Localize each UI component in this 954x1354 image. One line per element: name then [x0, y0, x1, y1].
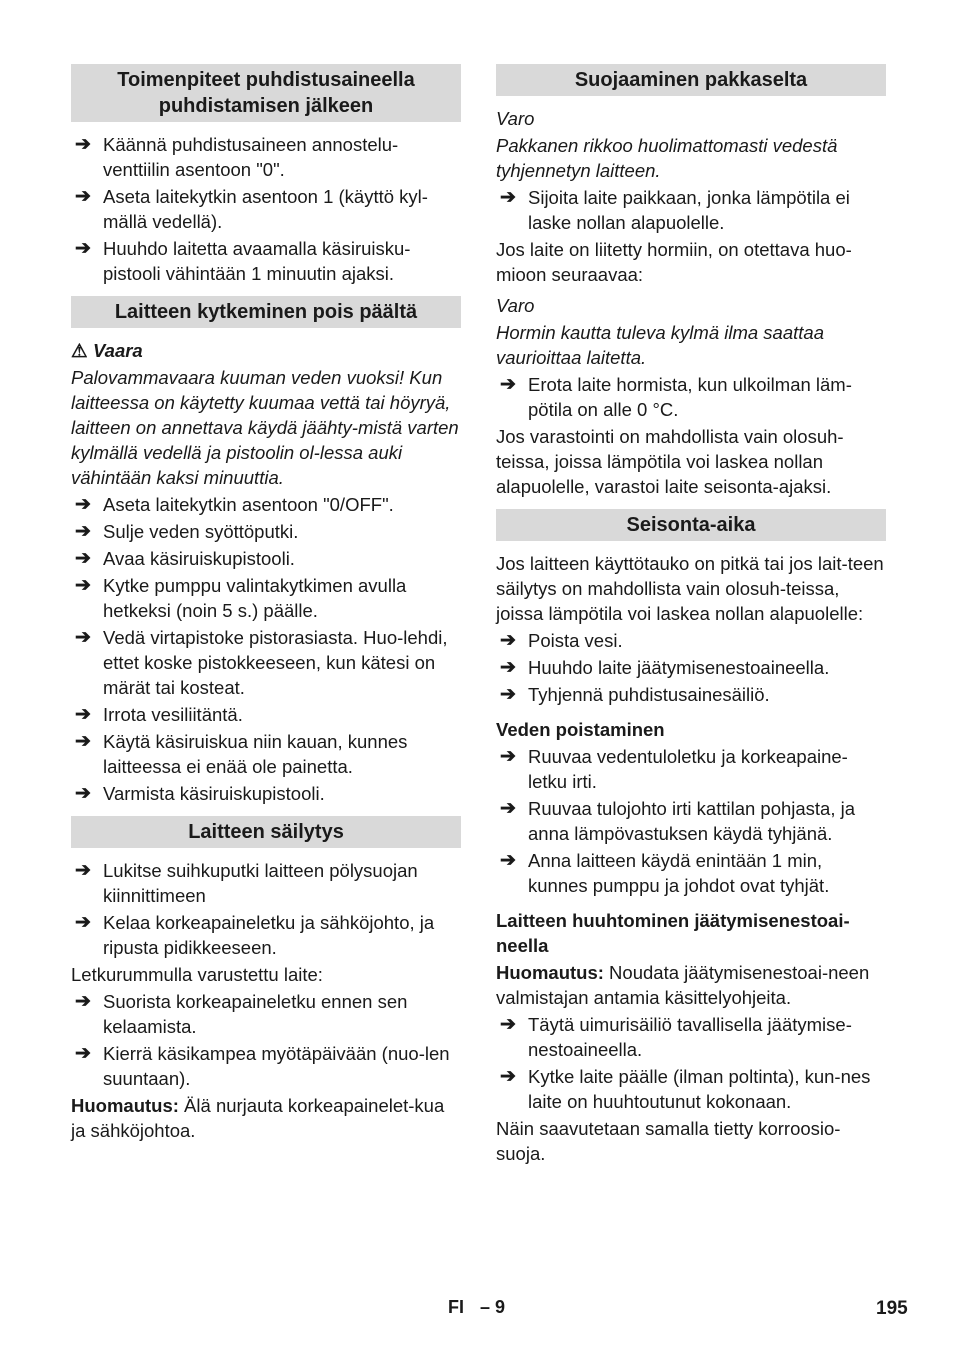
list-item	[71, 910, 461, 960]
list-item	[496, 185, 886, 235]
arrow-right-icon: ➔	[75, 704, 91, 725]
list-item	[71, 1041, 461, 1091]
chimney-intro: Jos laite on liitetty hormiin, on otettava huo-mioon seuraavaa:	[496, 239, 852, 285]
list-item-text: Aseta laitekytkin asentoon "0/OFF".	[103, 494, 394, 515]
note-text: Noudata jäätymisenestoai-neen valmistajan antamia käsittelyohjeita.	[496, 962, 870, 1008]
list-item	[71, 989, 461, 1039]
storage-note	[71, 1093, 461, 1143]
list-item	[71, 184, 461, 234]
antifreeze-note	[496, 960, 886, 1010]
arrow-right-icon: ➔	[500, 1014, 516, 1035]
arrow-right-icon: ➔	[500, 657, 516, 678]
list-item	[496, 744, 886, 794]
list-item	[71, 858, 461, 908]
arrow-right-icon: ➔	[500, 187, 516, 208]
list-item-text: Lukitse suihkuputki laitteen pölysuojan kiinnittimeen	[103, 860, 418, 906]
list-item	[496, 1012, 886, 1062]
list-item	[71, 625, 461, 700]
subheading-antifreeze-flush: Laitteen huuhtominen jäätymisenestoai-neella	[496, 910, 850, 956]
list-item	[71, 132, 461, 182]
list-item	[496, 1064, 886, 1114]
arrow-right-icon: ➔	[75, 1043, 91, 1064]
list-item	[71, 729, 461, 779]
subheading-drain-water: Veden poistaminen	[496, 719, 665, 740]
list-item-text: Sijoita laite paikkaan, jonka lämpötila ei laske nollan alapuolelle.	[528, 187, 850, 233]
arrow-right-icon: ➔	[75, 238, 91, 259]
steps-downtime	[496, 628, 886, 707]
arrow-right-icon: ➔	[75, 134, 91, 155]
note-label: Huomautus:	[71, 1095, 179, 1116]
steps-switch-off	[71, 492, 461, 806]
left-column	[71, 64, 461, 1145]
danger-label-row	[71, 338, 461, 363]
list-item	[71, 546, 461, 571]
arrow-right-icon: ➔	[500, 1066, 516, 1087]
arrow-right-icon: ➔	[75, 521, 91, 542]
caution-label-1: Varo	[496, 108, 535, 129]
list-item	[496, 848, 886, 898]
arrow-right-icon: ➔	[75, 575, 91, 596]
list-item-text: Vedä virtapistoke pistorasiasta. Huo-lehdi, ettet koske pistokkeeseen, kun kätesi on märät tai kosteat.	[103, 627, 448, 698]
section-heading-frost-protection: Suojaaminen pakkaselta	[496, 64, 886, 96]
caution-text-2: Hormin kautta tuleva kylmä ilma saattaa vaurioittaa laitetta.	[496, 322, 824, 368]
list-item-text: Kelaa korkeapaineletku ja sähköjohto, ja ripusta pidikkeeseen.	[103, 912, 435, 958]
arrow-right-icon: ➔	[75, 783, 91, 804]
corrosion-text: Näin saavutetaan samalla tietty korroosio-suoja.	[496, 1118, 841, 1164]
list-item-text: Kierrä käsikampea myötäpäivään (nuo-len suuntaan).	[103, 1043, 450, 1089]
list-item-text: Irrota vesiliitäntä.	[103, 704, 243, 725]
steps-drain-water	[496, 744, 886, 898]
list-item	[71, 781, 461, 806]
steps-after-detergent	[71, 132, 461, 286]
list-item-text: Huuhdo laitetta avaamalla käsiruisku-pistooli vähintään 1 minuutin ajaksi.	[103, 238, 411, 284]
arrow-right-icon: ➔	[75, 548, 91, 569]
list-item	[71, 702, 461, 727]
arrow-right-icon: ➔	[500, 798, 516, 819]
list-item-text: Erota laite hormista, kun ulkoilman läm-pötila on alle 0 °C.	[528, 374, 852, 420]
list-item-text: Käytä käsiruiskua niin kauan, kunnes laitteessa ei enää ole painetta.	[103, 731, 408, 777]
list-item	[71, 519, 461, 544]
note-text: Älä nurjauta korkeapainelet-kua ja sähköjohtoa.	[71, 1095, 445, 1141]
section-heading-switch-off: Laitteen kytkeminen pois päältä	[71, 296, 461, 328]
arrow-right-icon: ➔	[75, 991, 91, 1012]
list-item-text: Kytke pumppu valintakytkimen avulla hetkeksi (noin 5 s.) päälle.	[103, 575, 407, 621]
steps-antifreeze	[496, 1012, 886, 1114]
arrow-right-icon: ➔	[75, 494, 91, 515]
list-item	[496, 655, 886, 680]
list-item-text: Anna laitteen käydä enintään 1 min, kunnes pumppu ja johdot ovat tyhjät.	[528, 850, 830, 896]
arrow-right-icon: ➔	[75, 731, 91, 752]
storage-frost-text: Jos varastointi on mahdollista vain olosuh-teissa, joissa lämpötila voi laskea nollan alapuolelle, varastoi laite seisonta-ajaksi.	[496, 426, 844, 497]
list-item-text: Ruuvaa tulojohto irti kattilan pohjasta, ja anna lämpövastuksen käydä tyhjänä.	[528, 798, 856, 844]
page-number: 195	[876, 1298, 908, 1319]
list-item	[496, 796, 886, 846]
list-item-text: Poista vesi.	[528, 630, 623, 651]
list-item-text: Tyhjennä puhdistusainesäiliö.	[528, 684, 770, 705]
list-item-text: Suorista korkeapaineletku ennen sen kelaamista.	[103, 991, 408, 1037]
list-item-text: Käännä puhdistusaineen annostelu-venttiilin asentoon "0".	[103, 134, 399, 180]
warning-triangle-icon: ⚠	[71, 340, 88, 361]
list-item-text: Täytä uimurisäiliö tavallisella jäätymise-nestoaineella.	[528, 1014, 852, 1060]
list-item	[496, 372, 886, 422]
arrow-right-icon: ➔	[75, 186, 91, 207]
list-item-text: Huuhdo laite jäätymisenestoaineella.	[528, 657, 830, 678]
arrow-right-icon: ➔	[75, 627, 91, 648]
hose-reel-intro: Letkurummulla varustettu laite:	[71, 964, 323, 985]
list-item-text: Avaa käsiruiskupistooli.	[103, 548, 295, 569]
danger-text: Palovammavaara kuuman veden vuoksi! Kun laitteessa on käytetty kuumaa vettä tai höyryä, laitteen on annettava käydä jäähty-mistä varten kylmällä vedellä ja pistoolin ol-lessa auki vähintään kaksi minuuttia.	[71, 367, 459, 488]
list-item-text: Ruuvaa vedentuloletku ja korkeapaine-letku irti.	[528, 746, 848, 792]
right-column	[496, 64, 886, 1168]
downtime-intro: Jos laitteen käyttötauko on pitkä tai jos lait-teen säilytys on mahdollista vain olosuh-teissa, joissa lämpötila voi laskea nollan alapuolelle:	[496, 553, 884, 624]
arrow-right-icon: ➔	[75, 860, 91, 881]
caution-label-2: Varo	[496, 295, 535, 316]
list-item-text: Varmista käsiruiskupistooli.	[103, 783, 325, 804]
steps-storage	[71, 858, 461, 960]
arrow-right-icon: ➔	[500, 374, 516, 395]
steps-frost-2	[496, 372, 886, 422]
section-heading-after-detergent: Toimenpiteet puhdistusaineella puhdistamisen jälkeen	[71, 64, 461, 122]
caution-text-1: Pakkanen rikkoo huolimattomasti vedestä tyhjennetyn laitteen.	[496, 135, 838, 181]
section-heading-downtime: Seisonta-aika	[496, 509, 886, 541]
steps-hose-reel	[71, 989, 461, 1091]
section-heading-storage: Laitteen säilytys	[71, 816, 461, 848]
arrow-right-icon: ➔	[500, 684, 516, 705]
list-item	[496, 682, 886, 707]
list-item-text: Aseta laitekytkin asentoon 1 (käyttö kyl-mällä vedellä).	[103, 186, 428, 232]
note-label: Huomautus:	[496, 962, 604, 983]
arrow-right-icon: ➔	[500, 850, 516, 871]
arrow-right-icon: ➔	[500, 746, 516, 767]
list-item	[71, 573, 461, 623]
list-item-text: Kytke laite päälle (ilman poltinta), kun-nes laite on huuhtoutunut kokonaan.	[528, 1066, 871, 1112]
arrow-right-icon: ➔	[75, 912, 91, 933]
footer-language: FI	[448, 1297, 464, 1317]
danger-label: Vaara	[93, 340, 143, 361]
list-item	[71, 236, 461, 286]
footer-section-page: – 9	[480, 1297, 506, 1317]
list-item	[496, 628, 886, 653]
steps-frost-1	[496, 185, 886, 235]
list-item-text: Sulje veden syöttöputki.	[103, 521, 299, 542]
list-item	[71, 492, 461, 517]
arrow-right-icon: ➔	[500, 630, 516, 651]
